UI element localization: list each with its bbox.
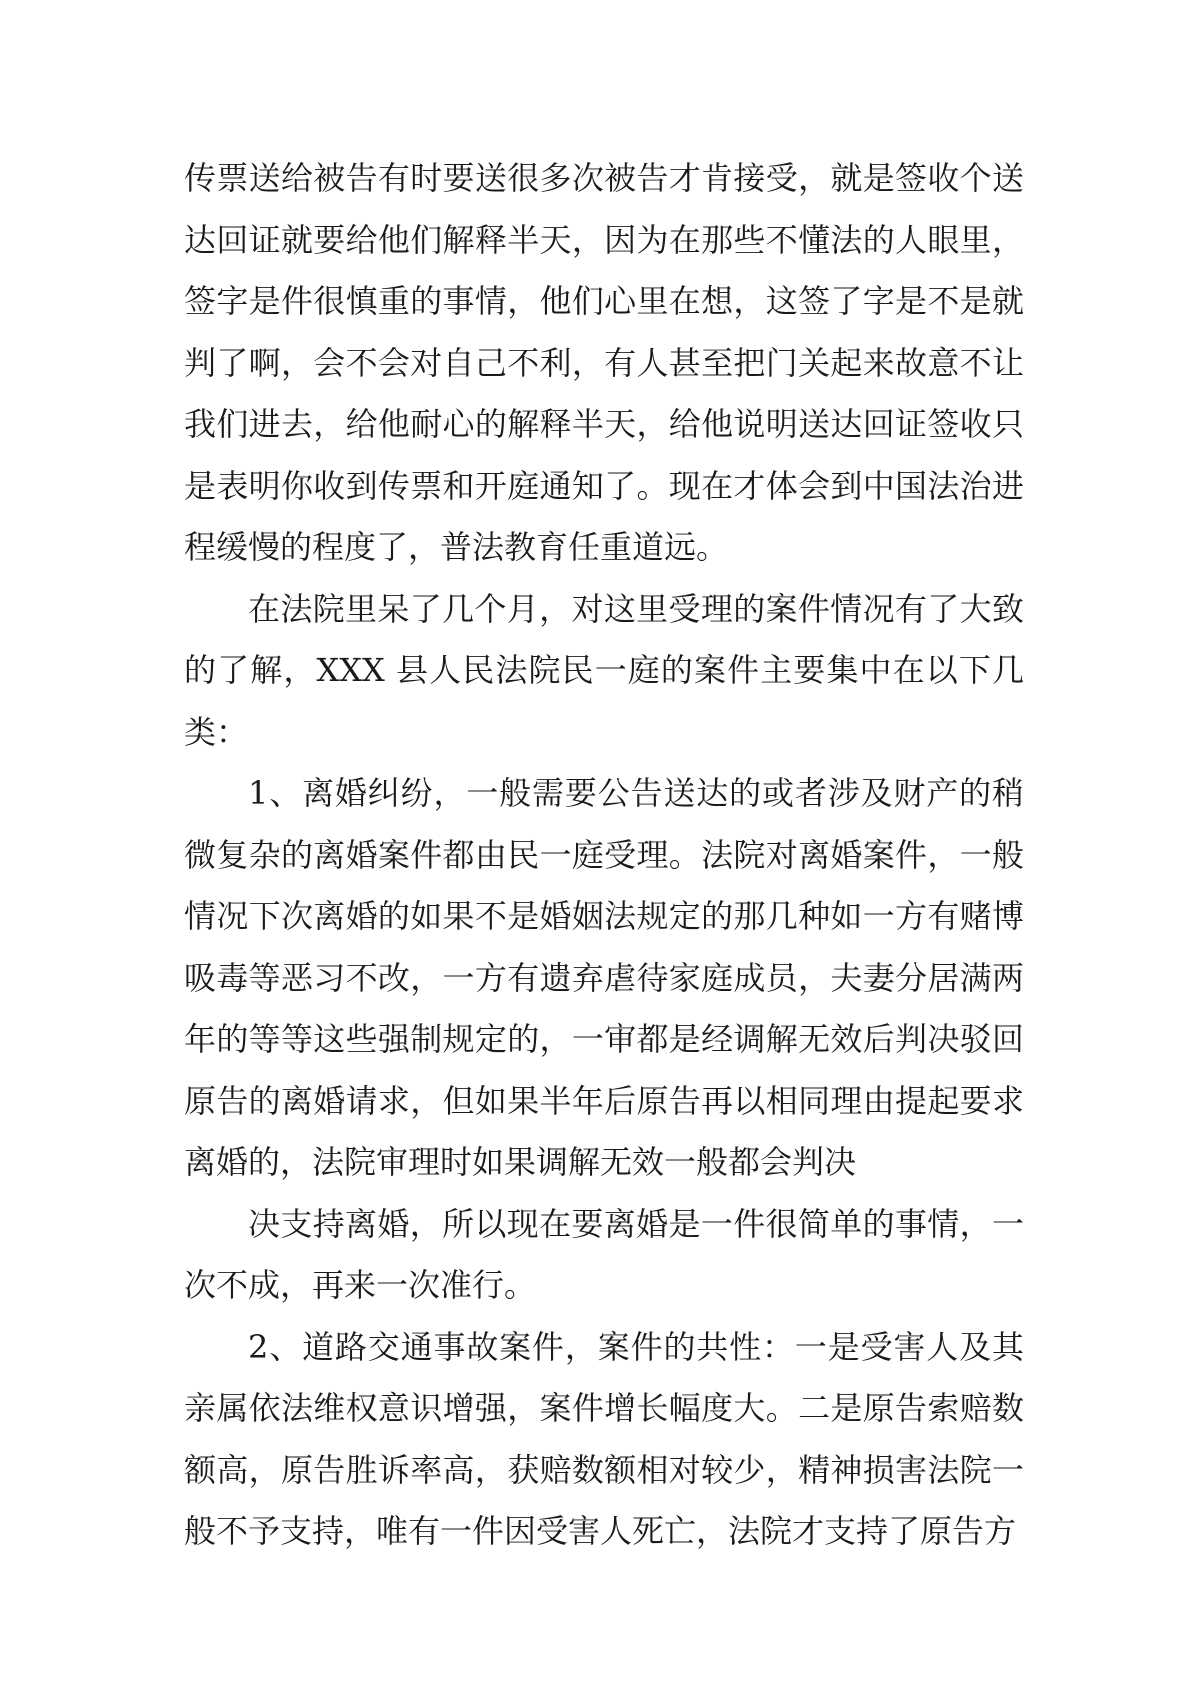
paragraph-divorce-cases: 1、离婚纠纷，一般需要公告送达的或者涉及财产的稍微复杂的离婚案件都由民一庭受理。法院对离婚案件，一般情况下次离婚的如果不是婚姻法规定的那几种如一方有赌博吸毒等恶习不改，一方有遗弃虐待家庭成员，夫妻分居满两年的等等这些强制规定的，一审都是经调解无效后判决驳回原告的离婚请求，但如果半年后原告再以相同理由提起要求离婚的，法院审理时如果调解无效一般都会判决 [184, 774, 1024, 1181]
paragraph-divorce-support: 决支持离婚，所以现在要离婚是一件很简单的事情，一次不成，再来一次准行。 [184, 1204, 1024, 1304]
paragraph-continuation: 传票送给被告有时要送很多次被告才肯接受，就是签收个送达回证就要给他们解释半天，因为在那些不懂法的人眼里，签字是件很慎重的事情，他们心里在想，这签了字是不是就判了啊，会不会对自己不利，有人甚至把门关起来故意不让我们进去，给他耐心的解释半天，给他说明送达回证签收只是表明你收到传票和开庭通知了。现在才体会到中国法治进程缓慢的程度了，普法教育任重道远。 [184, 159, 1024, 566]
paragraph-case-overview: 在法院里呆了几个月，对这里受理的案件情况有了大致的了解，XXX 县人民法院民一庭的案件主要集中在以下几类： [184, 589, 1024, 751]
document-body [184, 148, 1024, 1563]
paragraph-traffic-cases: 2、道路交通事故案件，案件的共性：一是受害人及其亲属依法维权意识增强，案件增长幅度大。二是原告索赔数额高，原告胜诉率高，获赔数额相对较少，精神损害法院一般不予支持，唯有一件因受害人死亡，法院才支持了原告方 [184, 1327, 1024, 1550]
